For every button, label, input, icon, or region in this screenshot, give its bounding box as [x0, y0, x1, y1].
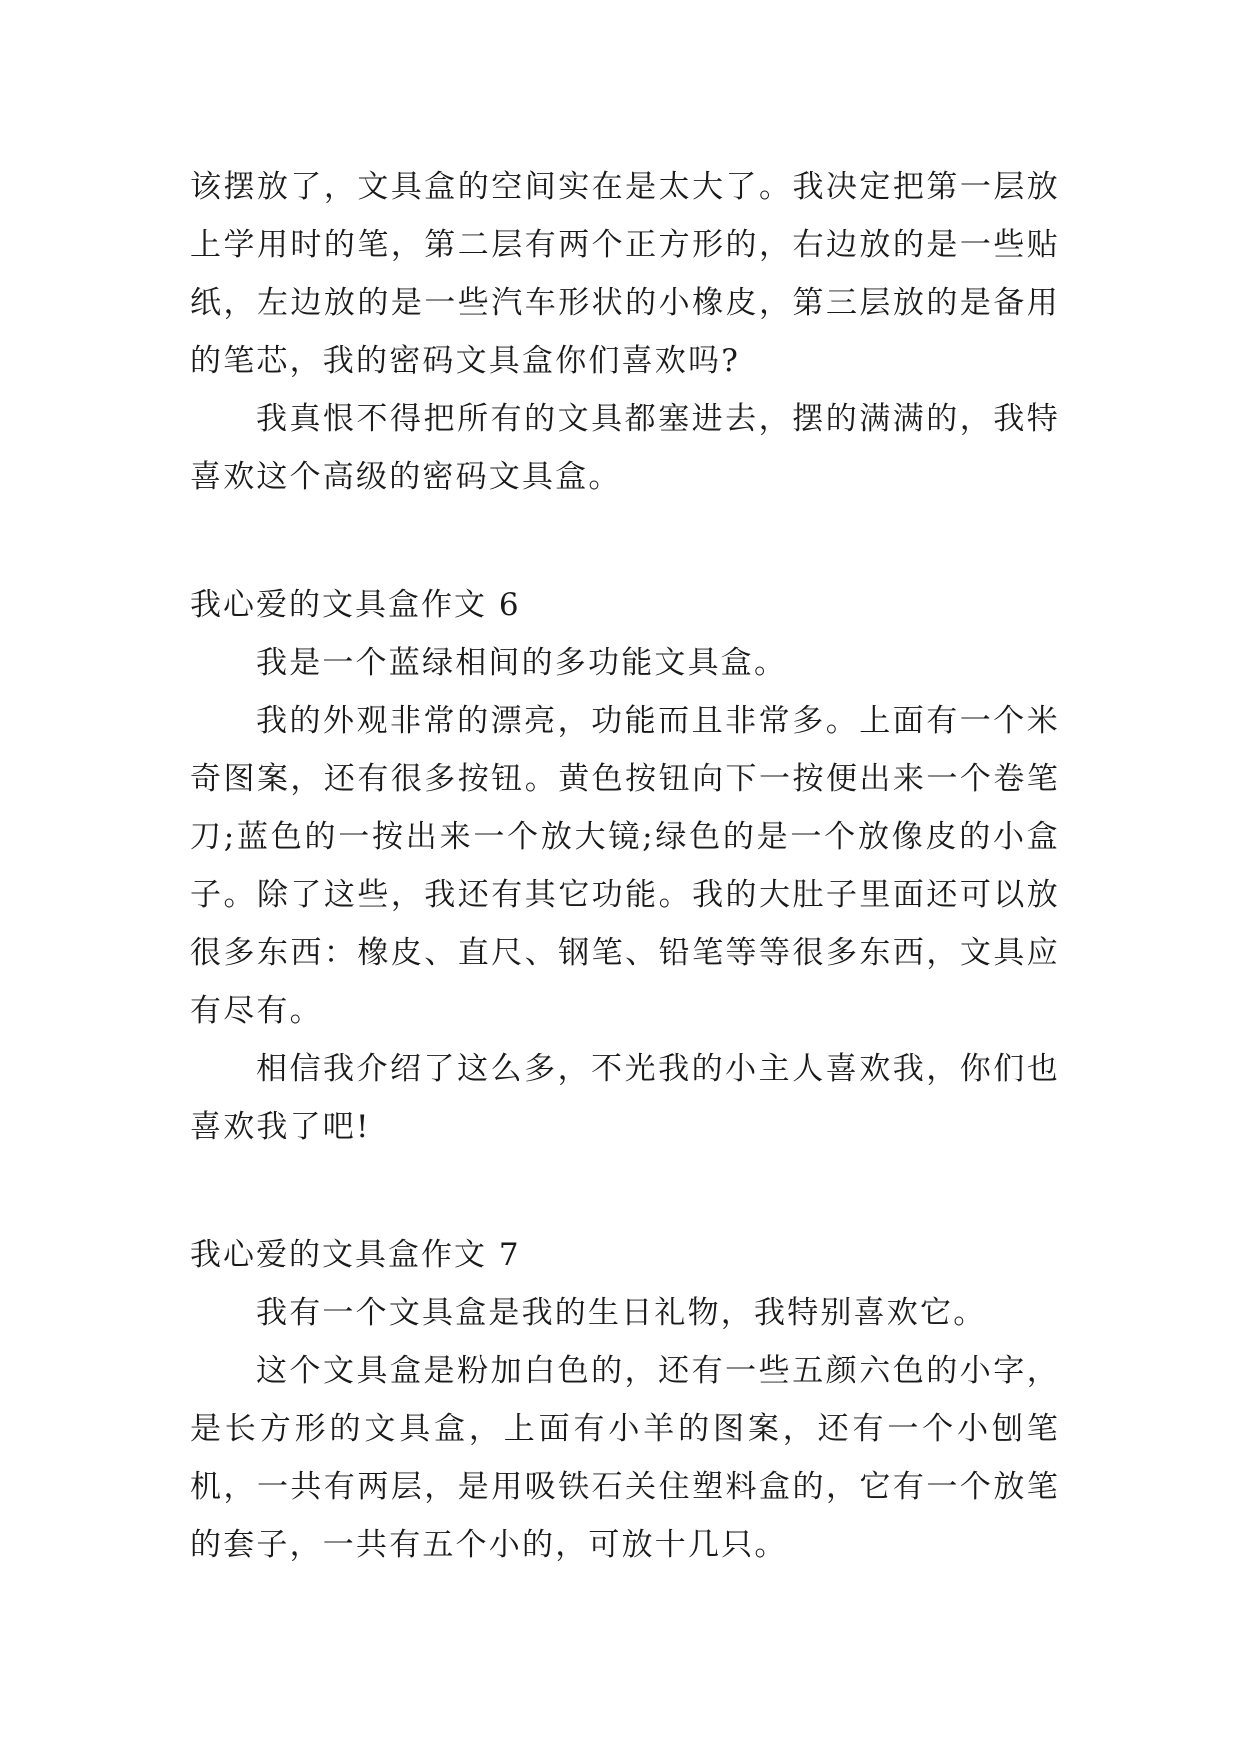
paragraph: 我是一个蓝绿相间的多功能文具盒。 [256, 645, 788, 681]
paragraph: 我的外观非常的漂亮，功能而且非常多。上面有一个米奇图案，还有很多按钮。黄色按钮向下一按便出来一个卷笔刀;蓝色的一按出来一个放大镜;绿色的是一个放像皮的小盒子。除了这些，我还有其它功能。我的大肚子里面还可以放很多东西：橡皮、直尺、钢笔、铅笔等等很多东西，文具应有尽有。 [190, 703, 1060, 1029]
paragraph: 这个文具盒是粉加白色的，还有一些五颜六色的小字，是长方形的文具盒，上面有小羊的图案，还有一个小刨笔机，一共有两层，是用吸铁石关住塑料盒的，它有一个放笔的套子，一共有五个小的，可放十几只。 [190, 1353, 1060, 1563]
section-gap [190, 506, 1060, 576]
paragraph: 该摆放了，文具盒的空间实在是太大了。我决定把第一层放上学用时的笔，第二层有两个正方形的，右边放的是一些贴纸，左边放的是一些汽车形状的小橡皮，第三层放的是备用的笔芯，我的密码文具盒你们喜欢吗? [190, 169, 1060, 379]
section-heading: 我心爱的文具盒作文 6 [190, 587, 521, 623]
paragraph: 我有一个文具盒是我的生日礼物，我特别喜欢它。 [256, 1295, 987, 1331]
document-page [190, 158, 1060, 1574]
paragraph: 相信我介绍了这么多，不光我的小主人喜欢我，你们也喜欢我了吧! [190, 1051, 1060, 1145]
paragraph: 我真恨不得把所有的文具都塞进去，摆的满满的，我特喜欢这个高级的密码文具盒。 [190, 401, 1060, 495]
section-heading: 我心爱的文具盒作文 7 [190, 1237, 521, 1273]
section-gap [190, 1156, 1060, 1226]
